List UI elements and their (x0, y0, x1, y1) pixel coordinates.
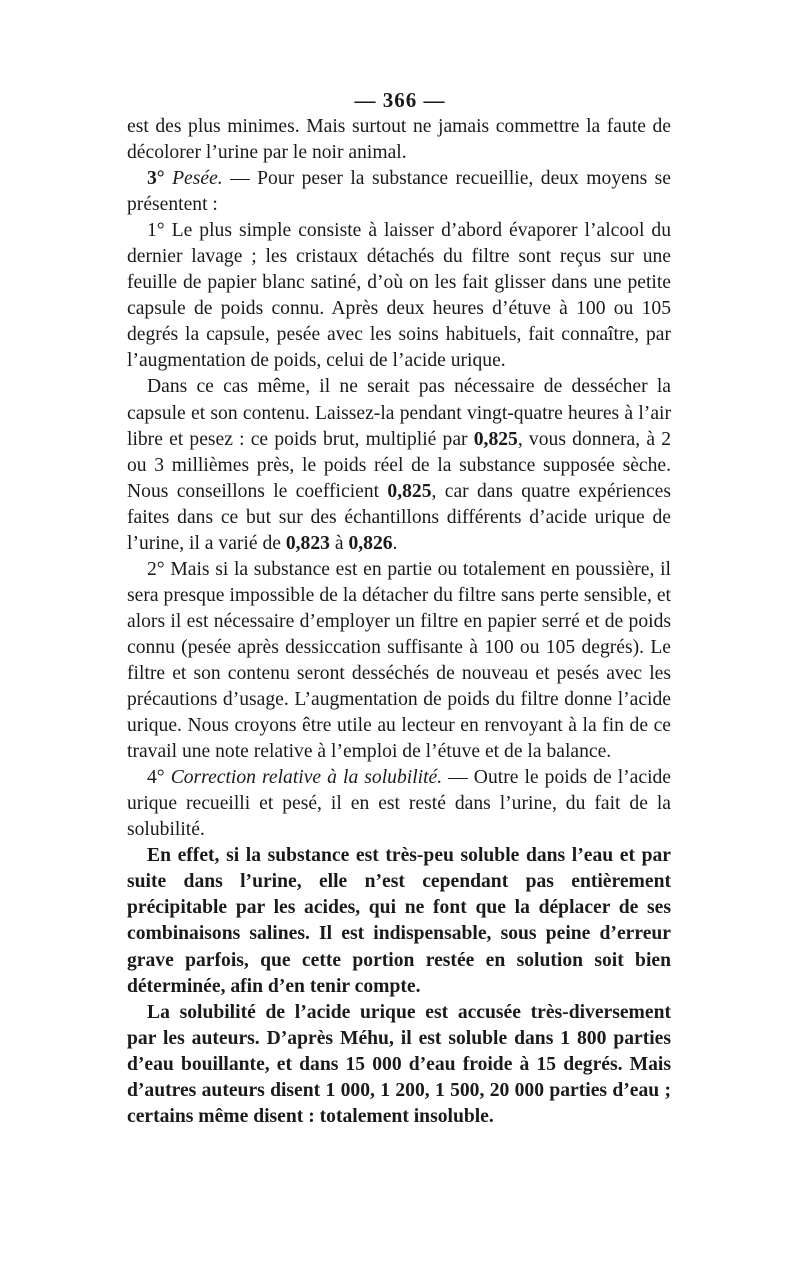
text-segment: 2° Mais si la substance est en partie ou totalement en poussière, il sera presque impossible de la détacher du filtre sans perte sensible, et alors il est nécessaire d’employer un filtre en papier serré et de poids connu (pesée après dessiccation suffisante à 100 ou 105 degrés). Le filtre et son contenu seront desséchés de nouveau et pesés avec les précautions d’usage. L’augmentation de poids du filtre donne l’acide urique. Nous croyons être utile au lecteur en renvoyant à la fin de ce travail une note relative à l’emploi de l’étuve et de la balance. (127, 558, 671, 763)
text-segment: à (329, 532, 349, 554)
text-segment: 4° (147, 767, 171, 789)
paragraph (127, 1000, 671, 1130)
body-text (127, 114, 671, 1130)
paragraph (127, 843, 671, 999)
text-segment: est des plus minimes. Mais surtout ne jamais commettre la faute de décolorer l’urine par le noir animal. (127, 116, 671, 164)
text-segment: 3° (147, 168, 173, 190)
section-heading: Pesée. (172, 168, 223, 190)
text-segment: — Outre le poids de l’acide urique recueilli et pesé, il en est resté dans l’urine, du fait de la solubilité. (127, 767, 672, 841)
paragraph (127, 374, 671, 556)
text-segment: 1° Le plus simple consiste à laisser d’abord évaporer l’alcool du dernier lavage ; les cristaux détachés du filtre sont reçus sur une feuille de papier blanc satiné, d’où on les fait glisser dans une petite capsule de poids connu. Après deux heures d’étuve à 100 ou 105 degrés la capsule, pesée avec les soins habituels, fait connaître, par l’augmentation de poids, celui de l’acide urique. (127, 220, 671, 372)
paragraph (127, 114, 671, 166)
coefficient-value: 0,825 (473, 428, 518, 450)
text-segment: , vous donnera, à 2 ou 3 millièmes près, le poids réel de la substance supposée sèche. Nous conseillons le coefficient (127, 428, 671, 502)
page-number: — 366 — (354, 88, 446, 112)
coefficient-value: 0,823 (285, 532, 330, 554)
section-heading: Correction relative à la solubilité. (170, 767, 443, 789)
text-segment: — Pour peser la substance recueillie, deux moyens se présentent : (127, 168, 672, 216)
paragraph (127, 557, 671, 765)
text-segment: La solubilité de l’acide urique est accusée très-diversement par les auteurs. D’après Méhu, il est soluble dans 1 800 parties d’eau bouillante, et dans 15 000 d’eau froide à 15 degrés. Mais d’autres auteurs disent 1 000, 1 200, 1 500, 20 000 parties d’eau ; certains même disent : totalement insoluble. (127, 1001, 671, 1127)
text-segment: En effet, si la substance est très-peu soluble dans l’eau et par suite dans l’urine, elle n’est cependant pas entièrement précipitable par les acides, qui ne font que la déplacer de ses combinaisons salines. Il est indispensable, sous peine d’erreur grave parfois, que cette portion restée en solution soit bien déterminée, afin d’en tenir compte. (127, 845, 671, 997)
text-segment: Dans ce cas même, il ne serait pas nécessaire de dessécher la capsule et son contenu. Laissez-la pendant vingt-quatre heures à l’air libre et pesez : ce poids brut, multiplié par (127, 376, 671, 450)
text-segment: , car dans quatre expériences faites dans ce but sur des échantillons différents d’acide urique de l’urine, il a varié de (127, 480, 671, 554)
paragraph (127, 166, 671, 218)
text-segment: . (392, 532, 398, 554)
paragraph (127, 765, 671, 843)
coefficient-value: 0,825 (387, 480, 432, 502)
coefficient-value: 0,826 (348, 532, 393, 554)
paragraph (127, 218, 671, 374)
